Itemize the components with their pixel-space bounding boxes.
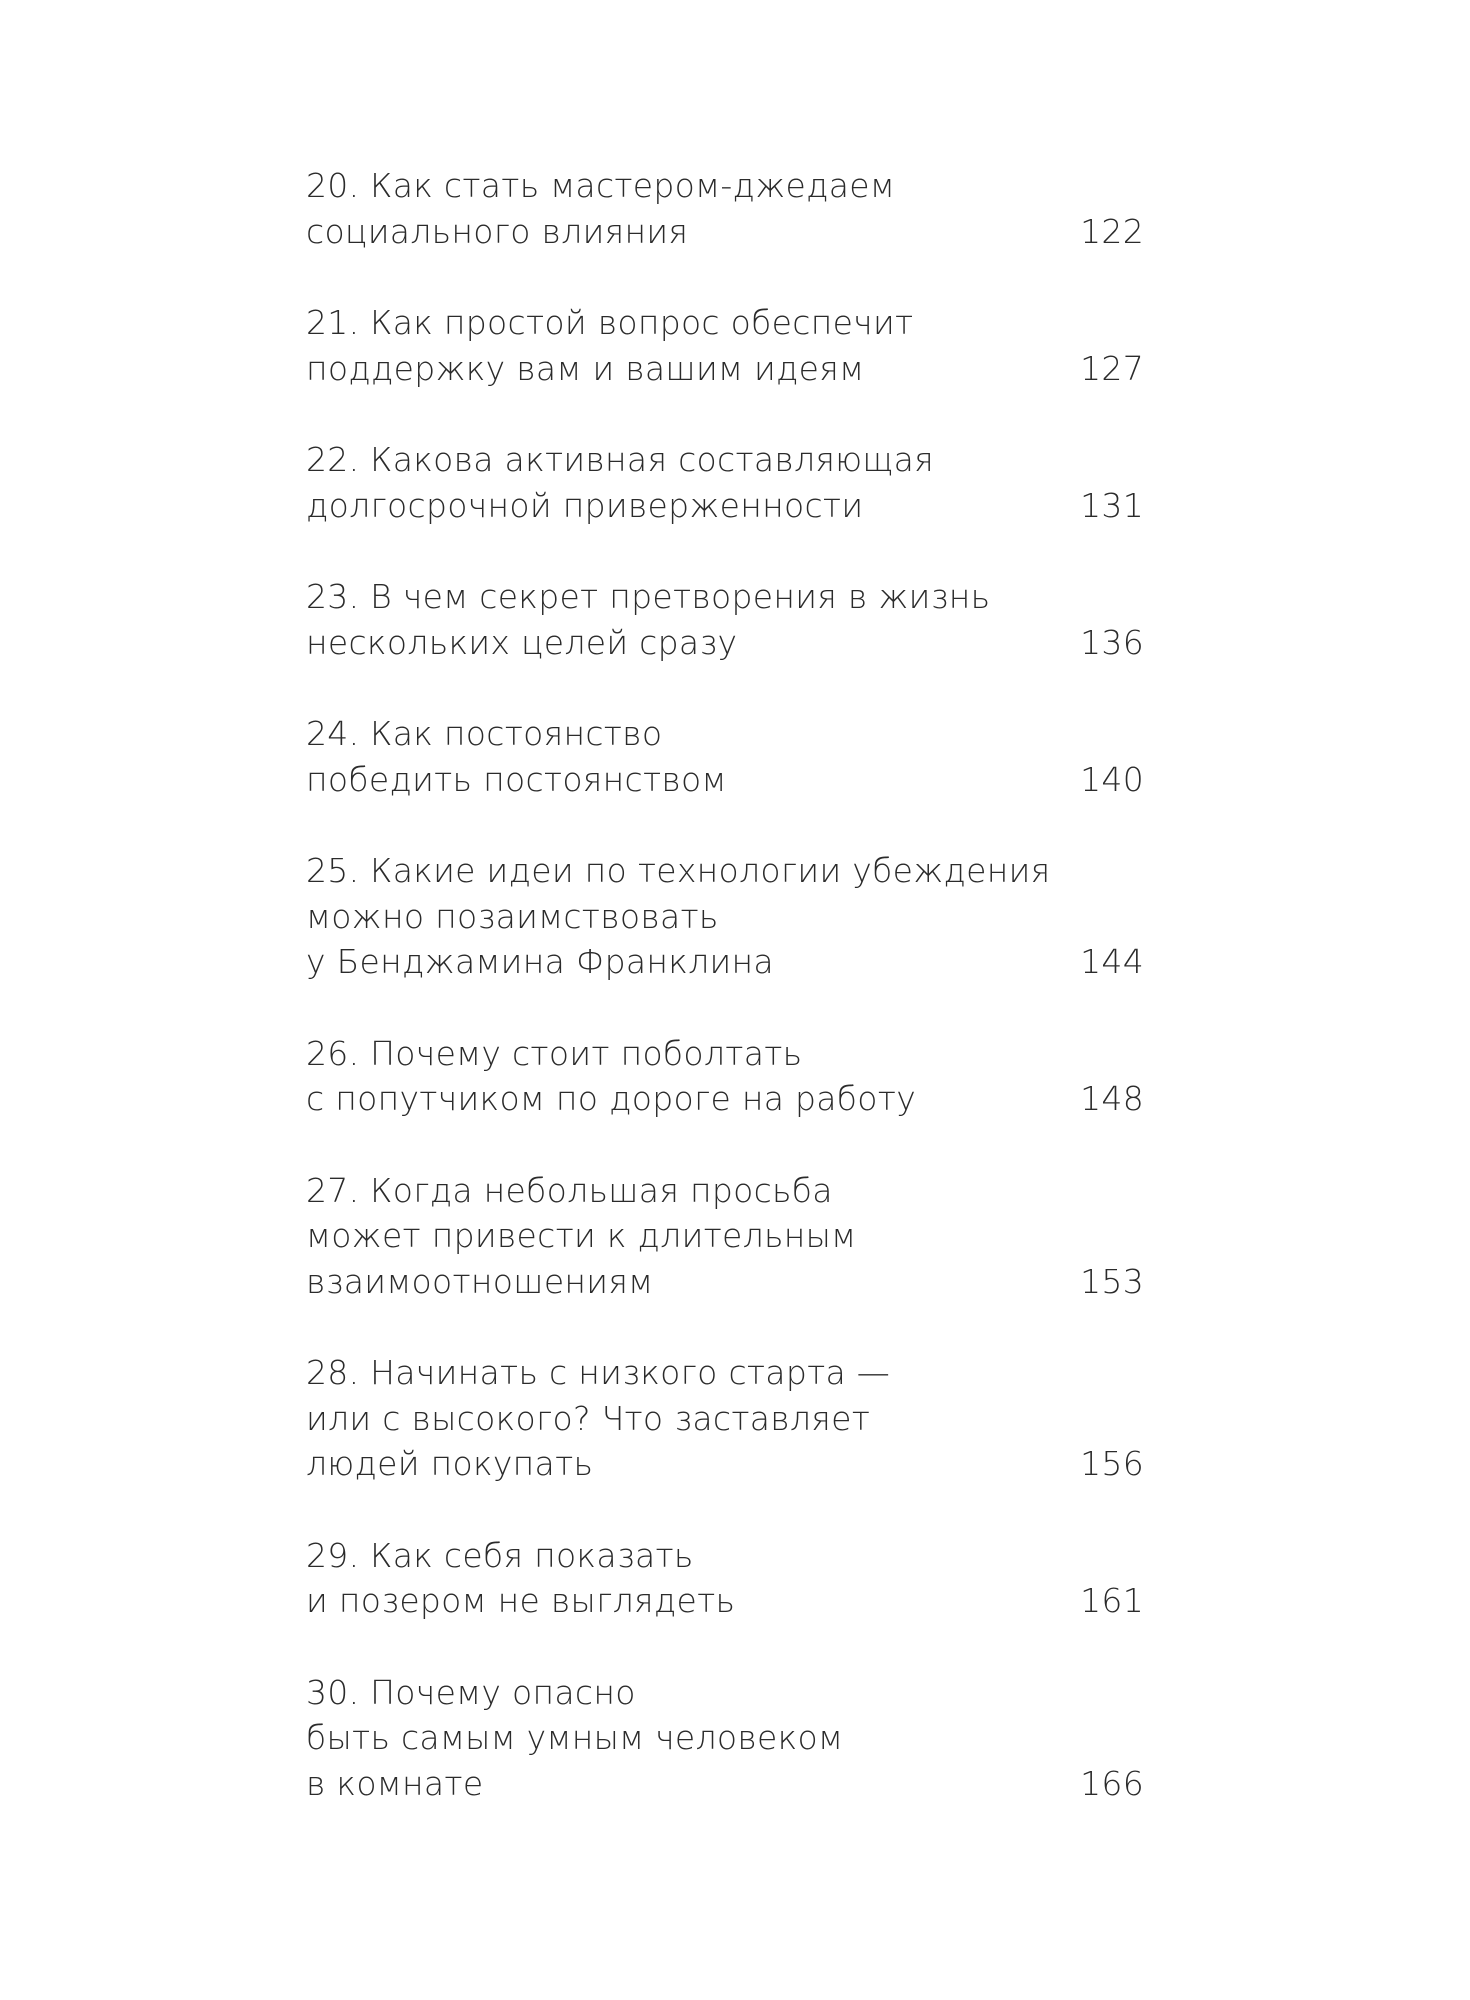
- toc-entry-page-number: 148: [1080, 1079, 1144, 1118]
- toc-entry-title-line: 24. Как постоянство: [306, 714, 663, 753]
- toc-entry-title: [306, 1031, 916, 1122]
- toc-entry-title-line: 20. Как стать мастером-джедаем: [306, 166, 896, 205]
- toc-entry-title-line: людей покупать: [306, 1444, 594, 1483]
- toc-entry-page-number: 131: [1080, 485, 1144, 525]
- toc-entry-title-line: 23. В чем секрет претворения в жизнь: [306, 577, 991, 616]
- toc-entry-title-line: социального влияния: [306, 211, 689, 251]
- toc-entry-page-number: 156: [1080, 1444, 1144, 1483]
- toc-entry[interactable]: [306, 1533, 1144, 1624]
- toc-entry-title: [306, 711, 727, 802]
- toc-entry-title-line: или с высокого? Что заставляет: [306, 1398, 871, 1438]
- toc-entry-title-line: долгосрочной приверженности: [306, 485, 864, 525]
- toc-entry[interactable]: [306, 163, 1144, 254]
- toc-entry-title-line: 29. Как себя показать: [306, 1535, 694, 1575]
- toc-entry-title-line: у Бенджамина Франклина: [306, 942, 774, 981]
- toc-entry-title: [306, 163, 895, 254]
- toc-entry-title-line: взаимоотношениям: [306, 1261, 654, 1301]
- toc-entry-title-line: может привести к длительным: [306, 1216, 857, 1255]
- toc-entry-title-line: 25. Какие идеи по технологии убеждения: [306, 851, 1051, 890]
- toc-entry-title: [306, 437, 934, 528]
- toc-entry[interactable]: [306, 1670, 1144, 1807]
- toc-entry[interactable]: [306, 300, 1144, 391]
- toc-entry-page-number: 153: [1080, 1261, 1144, 1301]
- toc-entry-page-number: 166: [1080, 1763, 1144, 1803]
- toc-entry-title-line: 22. Какова активная составляющая: [306, 440, 934, 479]
- toc-entry-title-line: 21. Как простой вопрос обеспечит: [306, 303, 914, 342]
- toc-entry-title-line: можно позаимствовать: [306, 896, 719, 936]
- toc-entry-title-line: 26. Почему стоит поболтать: [306, 1033, 803, 1073]
- toc-entry-page-number: 161: [1080, 1581, 1144, 1620]
- toc-entry-page-number: 136: [1080, 622, 1144, 662]
- toc-entry-title-line: быть самым умным человеком: [306, 1718, 844, 1757]
- table-of-contents: [306, 163, 1144, 1852]
- toc-entry[interactable]: [306, 1168, 1144, 1305]
- toc-entry-title: [306, 848, 1050, 985]
- toc-entry[interactable]: [306, 1350, 1144, 1487]
- toc-entry-title-line: с попутчиком по дороге на работу: [306, 1079, 917, 1118]
- toc-entry-title-line: 27. Когда небольшая просьба: [306, 1170, 833, 1210]
- toc-entry-title-line: победить постоянством: [306, 759, 727, 799]
- toc-entry-title-line: 30. Почему опасно: [306, 1672, 636, 1712]
- toc-entry-page-number: 144: [1080, 942, 1144, 981]
- toc-entry[interactable]: [306, 1031, 1144, 1122]
- toc-entry-title: [306, 1350, 890, 1487]
- toc-entry-title: [306, 300, 913, 391]
- toc-entry-title-line: 28. Начинать с низкого старта —: [306, 1353, 891, 1392]
- toc-entry[interactable]: [306, 848, 1144, 985]
- toc-entry-page-number: 140: [1080, 759, 1144, 799]
- toc-entry-title-line: в комнате: [306, 1763, 484, 1803]
- toc-entry[interactable]: [306, 437, 1144, 528]
- toc-entry-title: [306, 1670, 843, 1807]
- toc-entry-title-line: нескольких целей сразу: [306, 622, 738, 662]
- toc-entry-page-number: 122: [1080, 211, 1144, 251]
- toc-entry-title-line: и позером не выглядеть: [306, 1581, 736, 1620]
- toc-entry[interactable]: [306, 574, 1144, 665]
- toc-entry-page-number: 127: [1080, 348, 1144, 388]
- toc-entry[interactable]: [306, 711, 1144, 802]
- toc-entry-title-line: поддержку вам и вашим идеям: [306, 348, 865, 388]
- toc-entry-title: [306, 574, 990, 665]
- toc-entry-title: [306, 1533, 735, 1624]
- toc-entry-title: [306, 1168, 856, 1305]
